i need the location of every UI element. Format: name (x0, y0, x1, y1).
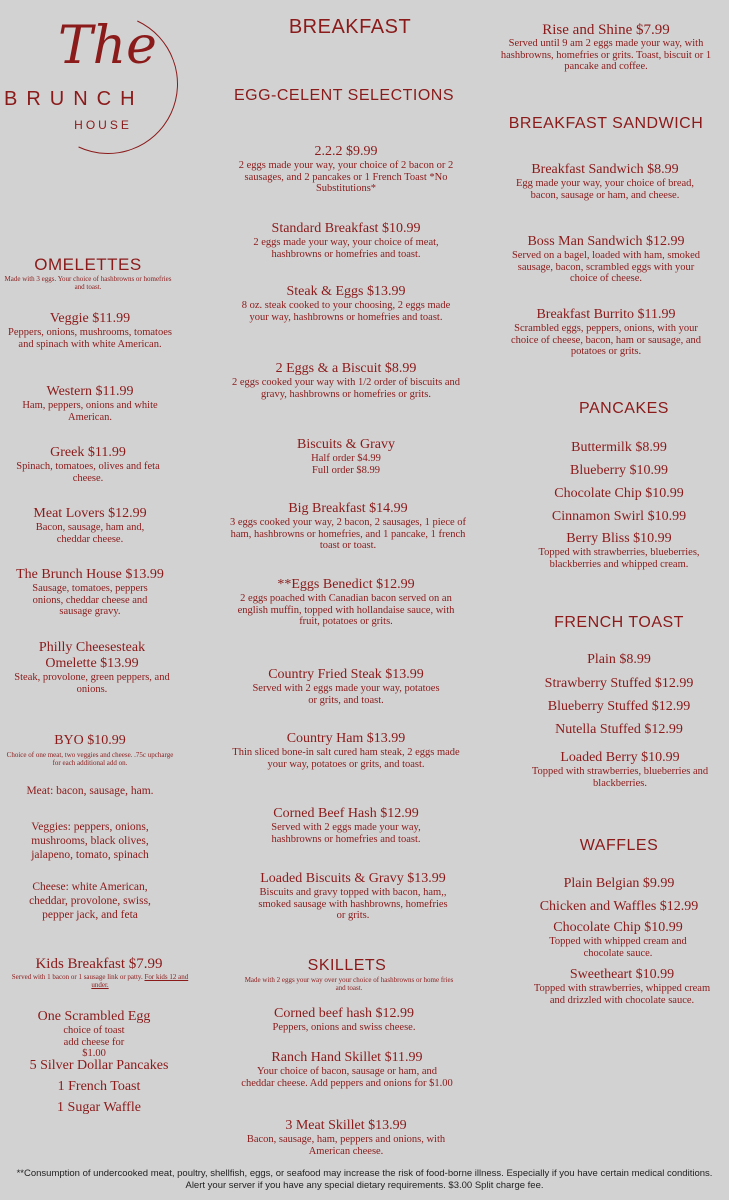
menu-item (252, 806, 440, 845)
menu-item (240, 871, 466, 922)
menu-item (2, 567, 178, 618)
item-desc: Peppers, onions and swiss cheese. (272, 1022, 416, 1033)
item-name: Corned Beef Hash $12.99 (273, 806, 419, 821)
byo-veggies: Veggies: peppers, onions, mushrooms, black olives, jalapeno, tomato, spinach (31, 821, 149, 861)
logo-script: The (58, 16, 157, 76)
menu-item (276, 437, 416, 476)
item-desc: Served on a bagel, loaded with ham, smoked sausage, bacon, scrambled eggs with your choice of cheese. (511, 250, 701, 284)
item-desc: 8 oz. steak cooked to your choosing, 2 eggs made your way, hashbrowns or homefries and toast. (241, 300, 451, 323)
item-desc: Thin sliced bone-in salt cured ham steak, 2 eggs made your way, potatoes or grits, and toast. (232, 747, 460, 770)
item-name: Western $11.99 (46, 384, 134, 399)
item-name: Meat Lovers $12.99 (33, 506, 147, 521)
item-desc: 2 eggs made your way, your choice of 2 bacon or 2 sausages, and 2 pancakes or 1 French Toast *No Substitutions* (238, 160, 454, 194)
item-desc: Ham, peppers, onions and white American. (22, 400, 158, 423)
item-desc: 3 eggs cooked your way, 2 bacon, 2 sausages, 1 piece of ham, hashbrowns or homefries, and 1 pancake, 1 french toast or toast. (229, 517, 467, 551)
item-desc: Topped with strawberries, blueberries, blackberries and whipped cream. (538, 547, 700, 570)
waffles-heading: WAFFLES (579, 837, 659, 854)
menu-item (18, 384, 162, 423)
pancakes-heading: PANCAKES (579, 400, 669, 417)
menu-item (244, 1006, 444, 1034)
item-name: Standard Breakfast $10.99 (271, 221, 421, 236)
menu-item (522, 750, 718, 789)
menu-item: Blueberry Stuffed $12.99 (547, 699, 691, 714)
skillets-heading: SKILLETS (307, 957, 387, 974)
item-name: **Eggs Benedict $12.99 (277, 577, 415, 592)
item-desc: choice of toast add cheese for $1.00 (63, 1025, 125, 1059)
menu-item: 1 Sugar Waffle (57, 1100, 141, 1115)
menu-item: Chicken and Waffles $12.99 (539, 899, 699, 914)
menu-item: Strawberry Stuffed $12.99 (544, 676, 694, 691)
item-name: Berry Bliss $10.99 (566, 531, 672, 546)
item-name: Breakfast Burrito $11.99 (536, 307, 676, 322)
menu-item: 5 Silver Dollar Pancakes (29, 1058, 169, 1073)
item-name: Chocolate Chip $10.99 (553, 920, 683, 935)
menu-item (10, 445, 166, 484)
menu-item: 1 French Toast (57, 1079, 141, 1094)
item-name: Rise and Shine $7.99 (542, 22, 670, 38)
breakfast-heading: BREAKFAST (288, 16, 412, 38)
item-name: Philly Cheesesteak Omelette $13.99 (38, 640, 146, 671)
menu-item (224, 144, 468, 195)
item-name: Country Fried Steak $13.99 (268, 667, 424, 682)
menu-item (228, 221, 464, 260)
item-name: 2 Eggs & a Biscuit $8.99 (275, 361, 417, 376)
menu-item: Chocolate Chip $10.99 (554, 486, 684, 501)
menu-item (240, 1050, 454, 1089)
item-desc: 2 eggs cooked your way with 1/2 order of biscuits and gravy, hashbrowns or homefries or grits. (231, 377, 461, 400)
egg-heading: EGG-CELENT SELECTIONS (233, 87, 455, 104)
menu-item (8, 640, 176, 695)
menu-item (18, 506, 162, 545)
menu-item: Nutella Stuffed $12.99 (555, 722, 683, 737)
item-name: Steak & Eggs $13.99 (286, 284, 406, 299)
menu-item (508, 234, 704, 285)
item-name: Breakfast Sandwich $8.99 (531, 162, 679, 177)
menu-item (244, 1118, 448, 1157)
item-desc: 2 eggs poached with Canadian bacon served on an english muffin, topped with hollandaise sauce, with fruit, potatoes or grits. (237, 593, 455, 627)
item-desc: Bacon, sausage, ham and, cheddar cheese. (35, 522, 145, 545)
item-name: Loaded Biscuits & Gravy $13.99 (260, 871, 446, 886)
menu-item: Plain $8.99 (587, 652, 651, 667)
footer-disclaimer: **Consumption of undercooked meat, poultry, shellfish, eggs, or seafood may increase the risk of food-borne illness. Especially if you have certain medical conditions. Alert your server if you have any special dietary requirements. $3.00 Split charge fee. (16, 1168, 713, 1191)
menu-item: Buttermilk $8.99 (571, 440, 667, 455)
item-desc: Served with 2 eggs made your way, hashbrowns or homefries and toast. (271, 822, 421, 845)
item-name: 2.2.2 $9.99 (314, 144, 378, 159)
menu-item (512, 162, 698, 201)
item-name: Ranch Hand Skillet $11.99 (271, 1050, 423, 1065)
item-desc: Served until 9 am 2 eggs made your way, with hashbrowns, homefries or grits. Toast, biscuit or 1 pancake and coffee. (500, 38, 712, 72)
kids-note-age: For kids 12 and under. (91, 973, 189, 989)
item-name: Sweetheart $10.99 (569, 967, 675, 982)
kids-note (4, 973, 196, 989)
item-desc: Biscuits and gravy topped with bacon, ham,, smoked sausage with hashbrowns, homefries or grits. (258, 887, 448, 921)
item-name: Greek $11.99 (50, 445, 126, 460)
menu-item (20, 1009, 168, 1060)
menu-item (226, 361, 466, 400)
item-name: Biscuits & Gravy (297, 437, 395, 452)
french-heading: FRENCH TOAST (554, 614, 684, 631)
menu-item (530, 967, 714, 1006)
item-desc: Sausage, tomatoes, peppers onions, cheddar cheese and sausage gravy. (32, 583, 148, 617)
item-name: Corned beef hash $12.99 (274, 1006, 414, 1021)
menu-item: Blueberry $10.99 (570, 463, 668, 478)
item-desc: Topped with strawberries, whipped cream and drizzled with chocolate sauce. (533, 983, 711, 1006)
item-desc: Steak, provolone, green peppers, and onions. (14, 672, 170, 695)
item-name: Country Ham $13.99 (286, 731, 406, 746)
menu-item (526, 920, 710, 959)
item-desc: Topped with strawberries, blueberries and blackberries. (531, 766, 709, 789)
item-desc: Scrambled eggs, peppers, onions, with your choice of cheese, bacon, ham or sausage, and potatoes or grits. (510, 323, 702, 357)
sandwich-heading: BREAKFAST SANDWICH (508, 115, 704, 132)
item-name: One Scrambled Egg (37, 1009, 151, 1024)
menu-item (232, 731, 460, 770)
item-name: BYO $10.99 (54, 733, 126, 748)
item-desc: Topped with whipped cream and chocolate sauce. (549, 936, 687, 959)
byo-section (2, 733, 178, 767)
byo-meat: Meat: bacon, sausage, ham. (26, 785, 154, 797)
item-name: Loaded Berry $10.99 (560, 750, 680, 765)
menu-item (236, 577, 456, 628)
omelettes-note: Made with 3 eggs. Your choice of hashbrowns or homefries and toast. (4, 275, 172, 291)
item-name: The Brunch House $13.99 (16, 567, 164, 582)
item-desc: Half order $4.99 Full order $8.99 (311, 453, 381, 476)
logo-brunch: BRUNCH (4, 88, 144, 110)
item-desc: 2 eggs made your way, your choice of meat, hashbrowns or homefries and toast. (253, 237, 439, 260)
item-desc: Bacon, sausage, ham, peppers and onions, with American cheese. (246, 1134, 446, 1157)
item-name: Big Breakfast $14.99 (288, 501, 408, 516)
menu-item: Cinnamon Swirl $10.99 (551, 509, 687, 524)
menu-item (236, 284, 456, 323)
item-name: Boss Man Sandwich $12.99 (527, 234, 685, 249)
item-name: 3 Meat Skillet $13.99 (285, 1118, 407, 1133)
menu-item: Plain Belgian $9.99 (563, 876, 675, 891)
item-desc: Served with 2 eggs made your way, potatoes or grits, and toast. (252, 683, 440, 706)
menu-item (486, 22, 726, 73)
omelettes-heading: OMELETTES (34, 255, 142, 274)
kids-note-text: Served with 1 bacon or 1 sausage link or patty. (11, 973, 143, 981)
menu-item (4, 311, 176, 350)
menu-item (226, 501, 470, 552)
skillets-note: Made with 2 eggs your way over your choice of hashbrowns or home fries and toast. (244, 976, 454, 992)
item-desc: Peppers, onions, mushrooms, tomatoes and spinach with white American. (8, 327, 172, 350)
item-desc: Egg made your way, your choice of bread, bacon, sausage or ham, and cheese. (515, 178, 695, 201)
byo-note: Choice of one meat, two veggies and cheese. .75c upcharge for each additional add on. (6, 751, 174, 767)
menu-item (506, 307, 706, 358)
item-name: Veggie $11.99 (49, 311, 131, 326)
item-desc: Your choice of bacon, sausage or ham, and cheddar cheese. Add peppers and onions for $1.00 (241, 1066, 453, 1089)
byo-cheese: Cheese: white American, cheddar, provolone, swiss, pepper jack, and feta (29, 881, 151, 921)
logo-house: HOUSE (74, 118, 132, 132)
kids-heading: Kids Breakfast $7.99 (35, 956, 163, 972)
menu-item (536, 531, 702, 570)
item-desc: Spinach, tomatoes, olives and feta cheese. (16, 461, 160, 484)
menu-item (250, 667, 442, 706)
